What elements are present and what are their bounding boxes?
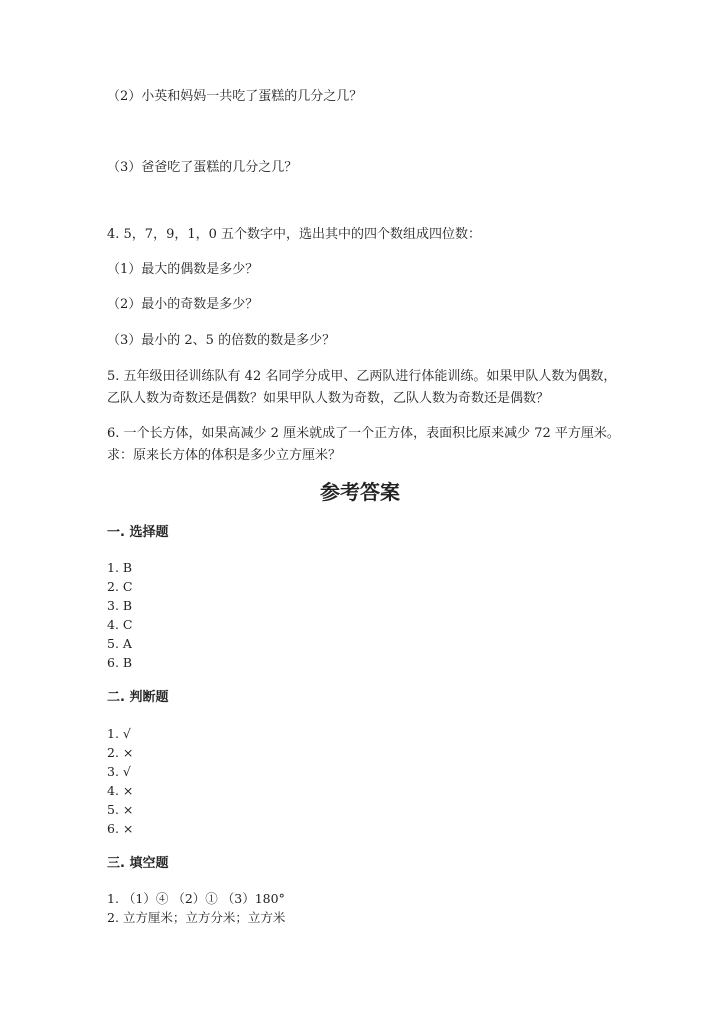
q4-part2: （2）最小的奇数是多少？ [107,297,259,312]
choice-answer-5: 5. A [107,636,132,651]
q4-stem: 4. 5，7，9，1，0 五个数字中，选出其中的四个数组成四位数： [107,227,482,242]
section-fill-heading: 三. 填空题 [107,856,169,871]
choice-answer-1: 1. B [107,560,133,575]
judge-answer-3: 3. √ [107,764,131,779]
judge-answer-1: 1. √ [107,726,131,741]
answers-title: 参考答案 [320,480,400,504]
fill-answer-1: 1. （1）④ （2）① （3）180° [107,891,285,906]
q3-part2: （2）小英和妈妈一共吃了蛋糕的几分之几？ [107,89,363,104]
choice-answer-6: 6. B [107,655,133,670]
choice-answer-4: 4. C [107,617,133,632]
choice-answer-2: 2. C [107,579,133,594]
q3-part3: （3）爸爸吃了蛋糕的几分之几？ [107,160,298,175]
judge-answer-5: 5. × [107,802,134,817]
section-judge-heading: 二. 判断题 [107,690,169,705]
judge-answer-2: 2. × [107,745,134,760]
q5-paragraph: 5. 五年级田径训练队有 42 名同学分成甲、乙两队进行体能训练。如果甲队人数为偶数，乙队人数为奇数还是偶数？如果甲队人数为奇数，乙队人数为奇数还是偶数？ [107,369,617,406]
judge-answer-6: 6. × [107,821,134,836]
section-choice-heading: 一. 选择题 [107,525,169,540]
judge-answer-4: 4. × [107,783,134,798]
q6-paragraph: 6. 一个长方体，如果高减少 2 厘米就成了一个正方体，表面积比原来减少 72 平方厘米。求：原来长方体的体积是多少立方厘米？ [107,426,620,463]
fill-answer-2: 2. 立方厘米；立方分米；立方米 [107,910,286,925]
q4-part1: （1）最大的偶数是多少？ [107,262,259,277]
q4-part3: （3）最小的 2、5 的倍数的数是多少？ [107,333,336,348]
choice-answer-3: 3. B [107,598,133,613]
